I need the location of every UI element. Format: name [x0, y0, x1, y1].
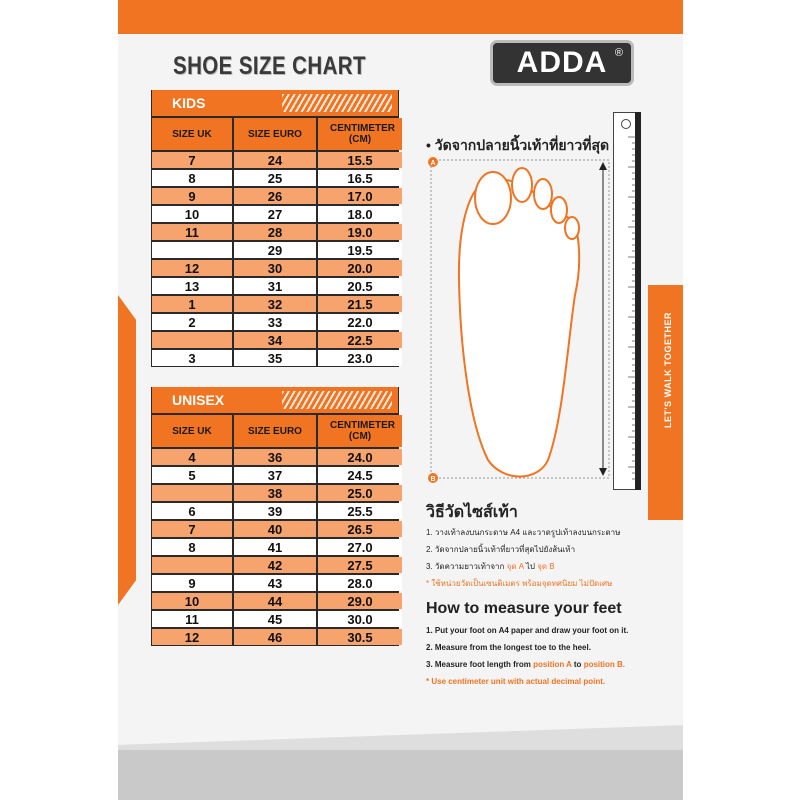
cell-size-uk	[152, 557, 232, 573]
cell-centimeter: 16.5	[318, 170, 402, 186]
cell-size-euro: 40	[234, 521, 316, 537]
big-toe-icon	[475, 172, 511, 224]
table-row	[152, 449, 398, 465]
cell-size-euro: 26	[234, 188, 316, 204]
cell-size-uk: 7	[152, 521, 232, 537]
cell-centimeter: 19.0	[318, 224, 402, 240]
ruler	[613, 112, 641, 490]
table-row	[152, 611, 398, 627]
english-step-3-text: 3. Measure foot length from	[426, 660, 531, 669]
cell-centimeter: 27.0	[318, 539, 402, 555]
cell-size-uk: 3	[152, 350, 232, 366]
toe-icon	[534, 179, 552, 209]
english-step-2: 2. Measure from the longest toe to the heel.	[426, 643, 591, 652]
toe-icon	[512, 168, 532, 202]
english-point-a: position A	[533, 660, 572, 669]
table-row	[152, 629, 398, 645]
cell-size-euro: 27	[234, 206, 316, 222]
left-orange-stripe	[118, 295, 136, 605]
tagline: LET'S WALK TOGETHER	[663, 312, 673, 428]
table-row	[152, 575, 398, 591]
kids-heading	[152, 90, 398, 116]
cell-size-uk: 8	[152, 539, 232, 555]
thai-point-b: จุด B	[537, 562, 555, 571]
english-step-1: 1. Put your foot on A4 paper and draw your foot on it.	[426, 626, 629, 635]
table-row	[152, 350, 398, 366]
col-size-euro: SIZE EURO	[234, 415, 316, 447]
cell-size-euro: 44	[234, 593, 316, 609]
cell-size-euro: 42	[234, 557, 316, 573]
cell-size-uk: 9	[152, 575, 232, 591]
cell-size-euro: 28	[234, 224, 316, 240]
cell-centimeter: 28.0	[318, 575, 402, 591]
foot-diagram	[423, 120, 643, 490]
cell-centimeter: 26.5	[318, 521, 402, 537]
table-row	[152, 296, 398, 312]
cell-centimeter: 20.0	[318, 260, 402, 276]
cell-size-uk	[152, 332, 232, 348]
cell-centimeter: 19.5	[318, 242, 402, 258]
table-row	[152, 278, 398, 294]
cell-centimeter: 23.0	[318, 350, 402, 366]
table-row	[152, 503, 398, 519]
top-orange-band	[118, 0, 683, 34]
english-instructions	[426, 622, 628, 690]
col-centimeter-label: CENTIMETER (CM)	[330, 123, 395, 145]
thai-step-3	[426, 558, 620, 575]
cell-size-uk: 11	[152, 224, 232, 240]
cell-centimeter: 30.0	[318, 611, 402, 627]
unisex-size-table	[151, 387, 399, 646]
table-row	[152, 206, 398, 222]
cell-size-uk: 8	[152, 170, 232, 186]
unisex-heading	[152, 387, 398, 413]
page-title: SHOE SIZE CHART	[173, 52, 366, 80]
col-centimeter	[318, 118, 402, 150]
unisex-heading-label: UNISEX	[172, 392, 225, 408]
cell-size-uk: 1	[152, 296, 232, 312]
cell-size-uk: 9	[152, 188, 232, 204]
toe-icon	[551, 197, 567, 223]
col-centimeter	[318, 415, 402, 447]
thai-point-a: จุด A	[506, 562, 524, 571]
table-row	[152, 260, 398, 276]
table-row	[152, 485, 398, 501]
foot-outline-icon	[459, 180, 579, 477]
table-row	[152, 152, 398, 168]
cell-size-euro: 34	[234, 332, 316, 348]
thai-instructions-heading: วิธีวัดไซส์เท้า	[426, 504, 518, 521]
kids-heading-label: KIDS	[172, 95, 206, 111]
english-step-3-mid: to	[573, 660, 582, 669]
cell-size-uk: 2	[152, 314, 232, 330]
cell-centimeter: 25.0	[318, 485, 402, 501]
cell-centimeter: 27.5	[318, 557, 402, 573]
cell-size-euro: 38	[234, 485, 316, 501]
cell-centimeter: 21.5	[318, 296, 402, 312]
cell-size-uk: 13	[152, 278, 232, 294]
cell-centimeter: 22.5	[318, 332, 402, 348]
cell-size-euro: 39	[234, 503, 316, 519]
kids-column-headers	[152, 118, 398, 150]
cell-centimeter: 29.0	[318, 593, 402, 609]
cell-size-euro: 25	[234, 170, 316, 186]
cell-size-euro: 37	[234, 467, 316, 483]
registered-mark: ®	[614, 47, 623, 59]
cell-centimeter: 24.0	[318, 449, 402, 465]
cell-size-uk	[152, 242, 232, 258]
bottom-grey-band	[118, 750, 683, 800]
thai-step-3-mid: ไป	[525, 562, 535, 571]
cell-size-euro: 32	[234, 296, 316, 312]
cell-size-euro: 46	[234, 629, 316, 645]
cell-size-euro: 24	[234, 152, 316, 168]
cell-size-uk: 12	[152, 260, 232, 276]
cell-centimeter: 24.5	[318, 467, 402, 483]
table-row	[152, 242, 398, 258]
cell-centimeter: 22.0	[318, 314, 402, 330]
thai-step-1: 1. วางเท้าลงบนกระดาษ A4 และวาดรูปเท้าลงบนกระดาษ	[426, 528, 621, 537]
col-size-euro: SIZE EURO	[234, 118, 316, 150]
cell-size-euro: 45	[234, 611, 316, 627]
table-row	[152, 224, 398, 240]
ruler-ticks	[614, 113, 636, 491]
unisex-column-headers	[152, 415, 398, 447]
thai-step-3-text: 3. วัดความยาวเท้าจาก	[426, 562, 505, 571]
english-point-b: position B.	[583, 660, 626, 669]
table-row	[152, 521, 398, 537]
table-row	[152, 314, 398, 330]
point-b-label: B	[430, 476, 436, 483]
table-row	[152, 593, 398, 609]
arrow-down-icon	[599, 468, 607, 476]
cell-size-euro: 31	[234, 278, 316, 294]
toe-icon	[565, 217, 579, 239]
cell-size-uk	[152, 485, 232, 501]
col-size-uk: SIZE UK	[152, 118, 232, 150]
kids-size-table	[151, 90, 399, 367]
english-step-3	[426, 656, 628, 673]
cell-size-uk: 4	[152, 449, 232, 465]
table-row	[152, 332, 398, 348]
point-a-label: A	[430, 160, 436, 167]
cell-size-euro: 30	[234, 260, 316, 276]
cell-centimeter: 25.5	[318, 503, 402, 519]
cell-size-euro: 36	[234, 449, 316, 465]
col-size-uk: SIZE UK	[152, 415, 232, 447]
cell-size-uk: 11	[152, 611, 232, 627]
cell-size-uk: 10	[152, 593, 232, 609]
cell-centimeter: 18.0	[318, 206, 402, 222]
cell-size-euro: 29	[234, 242, 316, 258]
thai-note: * ใช้หน่วยวัดเป็นเซนติเมตร พร้อมจุดทศนิยม ไม่ปัดเศษ	[426, 579, 613, 588]
table-row	[152, 188, 398, 204]
table-row	[152, 539, 398, 555]
cell-size-euro: 35	[234, 350, 316, 366]
english-instructions-heading: How to measure your feet	[426, 600, 622, 617]
cell-size-uk: 12	[152, 629, 232, 645]
thai-step-2: 2. วัดจากปลายนิ้วเท้าที่ยาวที่สุดไปยังส้นเท้า	[426, 545, 576, 554]
table-row	[152, 467, 398, 483]
cell-size-euro: 43	[234, 575, 316, 591]
cell-centimeter: 15.5	[318, 152, 402, 168]
measure-caption: • วัดจากปลายนิ้วเท้าที่ยาวที่สุด	[426, 137, 610, 153]
cell-size-uk: 10	[152, 206, 232, 222]
cell-centimeter: 20.5	[318, 278, 402, 294]
cell-size-uk: 7	[152, 152, 232, 168]
thai-instructions	[426, 524, 620, 592]
hatch-decoration	[282, 391, 392, 409]
cell-size-uk: 5	[152, 467, 232, 483]
cell-centimeter: 17.0	[318, 188, 402, 204]
cell-size-uk: 6	[152, 503, 232, 519]
table-row	[152, 170, 398, 186]
cell-centimeter: 30.5	[318, 629, 402, 645]
logo-text: ADDA	[516, 46, 608, 79]
col-centimeter-label: CENTIMETER (CM)	[330, 420, 395, 442]
cell-size-euro: 41	[234, 539, 316, 555]
hatch-decoration	[282, 94, 392, 112]
arrow-up-icon	[599, 162, 607, 170]
adda-logo	[490, 40, 634, 86]
cell-size-euro: 33	[234, 314, 316, 330]
table-row	[152, 557, 398, 573]
size-chart-page	[118, 0, 683, 800]
english-note: * Use centimeter unit with actual decimal point.	[426, 677, 606, 686]
